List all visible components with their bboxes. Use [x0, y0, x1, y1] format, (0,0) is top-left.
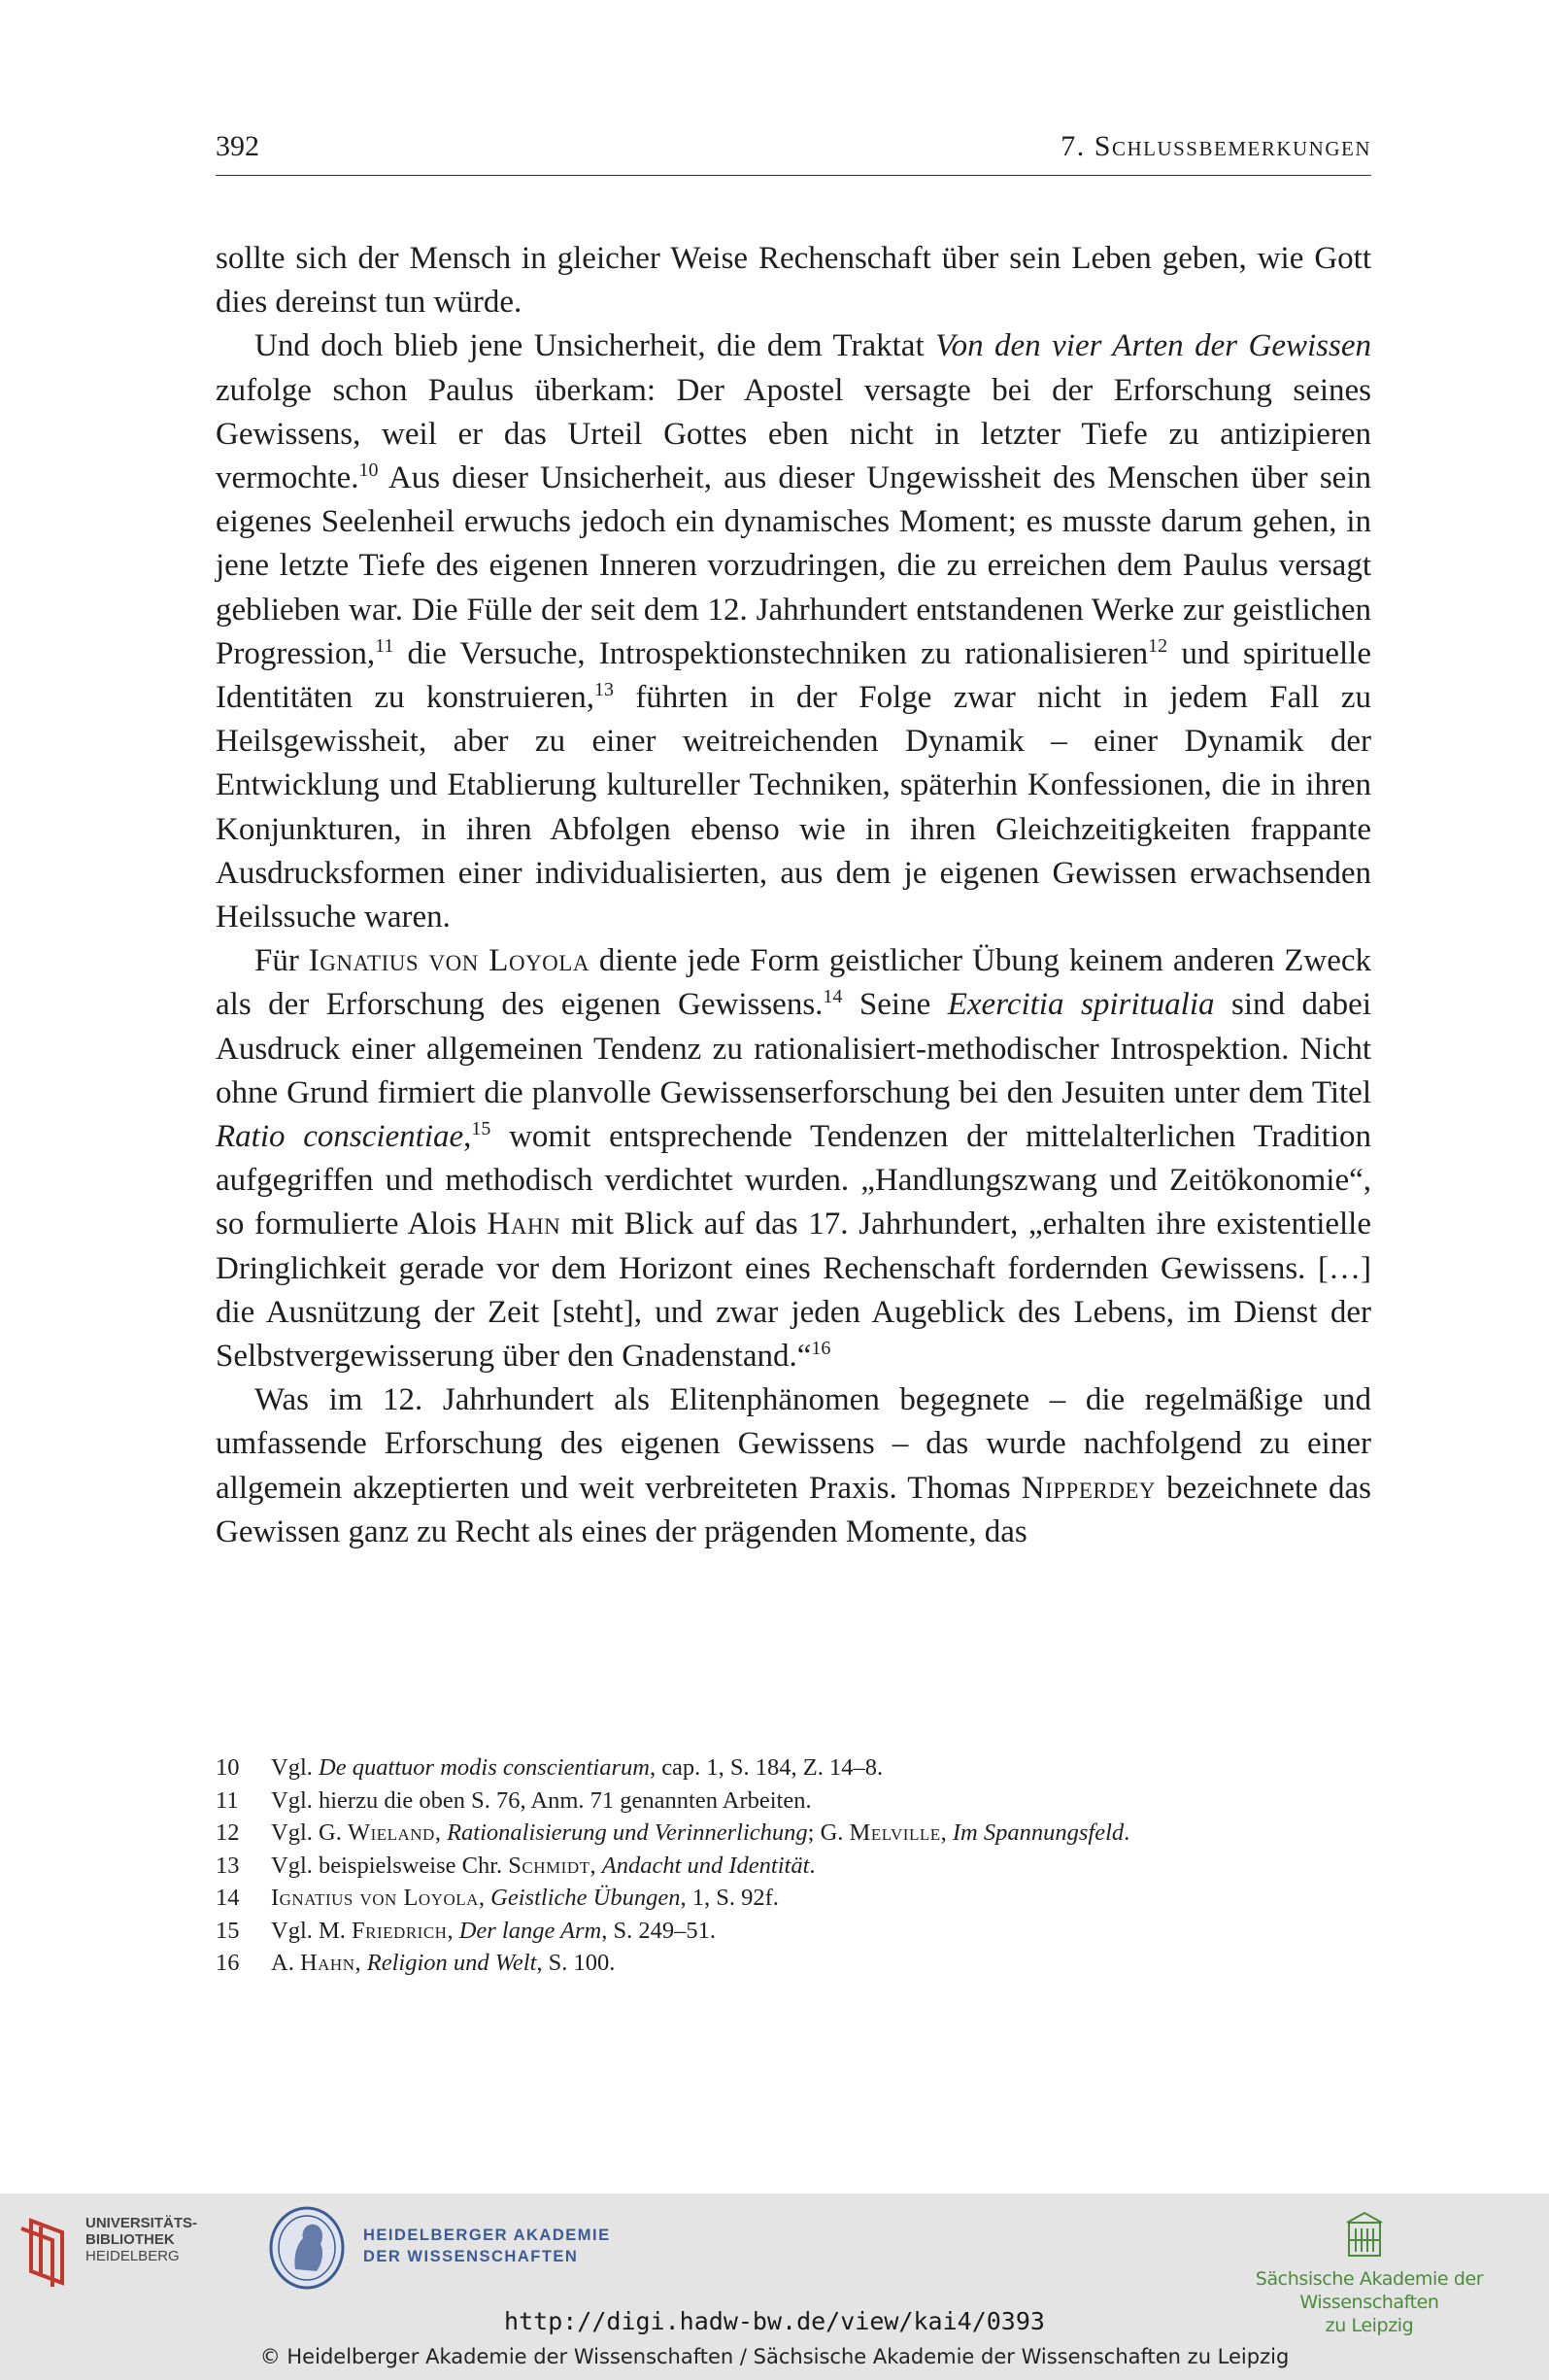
paragraph-1: sollte sich der Mensch in gleicher Weise Rechenschaft über sein Leben geben, wie Gott dies dereinst tun würde.	[216, 241, 1371, 321]
copyright-notice: © Heidelberger Akademie der Wissenschaften / Sächsische Akademie der Wissenschaften zu Leipzig	[259, 2345, 1290, 2368]
body-text	[216, 237, 1371, 1554]
page-header	[216, 128, 1371, 176]
saw-leipzig-logo[interactable]	[1199, 2205, 1539, 2336]
document-url-link[interactable]: http://digi.hadw-bw.de/view/kai4/0393	[504, 2307, 1045, 2335]
footnote-ref[interactable]: 10	[358, 459, 379, 482]
page-number: 392	[216, 130, 259, 162]
footnote-text: Vgl. G. Wieland, Rationalisierung und Verinnerlichung; G. Melville, Im Spannungsfeld.	[271, 1819, 1130, 1846]
work-title: Von den vier Arten der Gewissen	[935, 328, 1371, 364]
author-name: Hahn	[487, 1207, 561, 1242]
running-head: 7. Schlussbemerkungen	[1061, 130, 1371, 162]
footnote-number: 11	[216, 1786, 239, 1814]
footnote-text: Vgl. M. Friedrich, Der lange Arm, S. 249–51.	[271, 1917, 717, 1944]
hadw-logo-text: HEIDELBERGER AKADEMIE DER WISSENSCHAFTEN	[363, 2227, 611, 2265]
footnote-number: 15	[216, 1917, 240, 1944]
footnote-text: A. Hahn, Religion und Welt, S. 100.	[271, 1950, 616, 1976]
hadw-seal-icon	[268, 2205, 346, 2291]
ub-heidelberg-logo-icon	[17, 2213, 74, 2289]
footnote-text: Vgl. hierzu die oben S. 76, Anm. 71 genannten Arbeiten.	[271, 1786, 812, 1814]
footnote	[216, 1947, 1371, 1980]
paragraph-4: Was im 12. Jahrhundert als Elitenphänomen begegnete – die regelmäßige und umfassende Erforschung des eigenen Gewissens – das wurde nachfolgend zu einer allgemein akzeptierten und weit verbreiteten Praxis. Thomas Nipperdey bezeichnete das Gewissen ganz zu Recht als eines der prägenden Momente, das	[216, 1382, 1371, 1549]
work-title: Exercitia spiritualia	[947, 987, 1215, 1023]
saw-logo-text: Sächsische Akademie der Wissenschaften zu Leipzig	[1255, 2268, 1484, 2336]
footnote-text: Vgl. beispielsweise Chr. Schmidt, Andacht und Identität.	[271, 1852, 816, 1879]
footnote-number: 13	[216, 1852, 240, 1879]
ub-heidelberg-logo[interactable]	[17, 2207, 207, 2295]
footnote	[216, 1850, 1371, 1883]
author-name: Nipperdey	[1021, 1470, 1156, 1506]
footnote-ref[interactable]: 13	[594, 679, 615, 701]
footnote-ref[interactable]: 11	[375, 634, 394, 657]
footnote-number: 12	[216, 1819, 240, 1846]
footnote	[216, 1817, 1371, 1850]
footnote-number: 14	[216, 1885, 240, 1911]
footnotes	[216, 1751, 1371, 1980]
work-title: Ratio conscientiae	[216, 1119, 464, 1155]
footnote-ref[interactable]: 15	[471, 1118, 491, 1140]
footnote-text: Ignatius von Loyola, Geistliche Übungen, 1, S. 92f.	[271, 1885, 779, 1911]
paragraph-2: Und doch blieb jene Unsicherheit, die dem Traktat Von den vier Arten der Gewissen zufolge schon Paulus überkam: Der Apostel versagte bei der Erforschung seines Gewissens, weil er das Urteil Gottes eben nicht in letzter Tiefe zu antizipieren vermochte.$^{10}$ Aus dieser Unsicherheit, aus dieser Ungewissheit des Menschen über sein eigenes Seelenheil erwuchs jedoch ein dynamisches Moment; es musste darum gehen, in jene letzte Tiefe des eigenen Inneren vorzudringen, die zu erreichen dem Paulus versagt geblieben war. Die Fülle der seit dem 12. Jahrhundert entstandenen Werke zur geistlichen Progression,$^{11}$ die Versuche, Introspektionstechniken zu rationalisieren$^{12}$ und spirituelle Identitäten zu konstruieren,$^{13}$ führten in der Folge zwar nicht in jedem Fall zu Heilsgewissheit, aber zu einer weitreichenden Dynamik – einer Dynamik der Entwicklung und Etablierung kultureller Techniken, späterhin Konfessionen, die in ihren Konjunkturen, in ihren Abfolgen ebenso wie in ihren Gleichzeitigkeiten frappante Ausdrucksformen einer individualisierten, aus dem je eigenen Gewissen erwachsenden Heilssuche waren.	[216, 328, 1372, 935]
hadw-logo[interactable]	[268, 2205, 637, 2302]
saw-building-icon	[1345, 2211, 1384, 2260]
footnote	[216, 1882, 1371, 1915]
ub-logo-text: UNIVERSITÄTS- BIBLIOTHEK HEIDELBERG	[85, 2215, 198, 2264]
footnote-number: 16	[216, 1950, 240, 1976]
footnote-ref[interactable]: 12	[1148, 634, 1168, 657]
footnote-ref[interactable]: 16	[811, 1338, 831, 1360]
footnote	[216, 1751, 1371, 1785]
footnote-number: 10	[216, 1754, 240, 1781]
footnote-text: Vgl. De quattuor modis conscientiarum, cap. 1, S. 184, Z. 14–8.	[271, 1754, 884, 1781]
footnote	[216, 1915, 1371, 1948]
footnote	[216, 1785, 1371, 1818]
paragraph-3: Für Ignatius von Loyola diente jede Form geistlicher Übung keinem anderen Zweck als der Erforschung des eigenen Gewissens.$^{14}$ Seine Exercitia spiritualia sind dabei Ausdruck einer allgemeinen Tendenz zu rationalisiert-methodischer Introspektion. Nicht ohne Grund firmiert die planvolle Gewissenserforschung bei den Jesuiten unter dem Titel Ratio conscientiae,$^{15}$ womit entsprechende Tendenzen der mittelalterlichen Tradition aufgegriffen und methodisch verdichtet wurden. „Handlungszwang und Zeitökonomie“, so formulierte Alois Hahn mit Blick auf das 17. Jahrhundert, „erhalten ihre existentielle Dringlichkeit gerade vor dem Horizont eines Rechenschaft fordernden Gewissens. […] die Ausnützung der Zeit [steht], und zwar jeden Augeblick des Lebens, im Dienst der Selbstvergewisserung über den Gnadenstand.“$^{16}$	[216, 943, 1371, 1375]
author-name: Ignatius von Loyola	[308, 943, 589, 979]
footnote-ref[interactable]: 14	[823, 986, 843, 1008]
